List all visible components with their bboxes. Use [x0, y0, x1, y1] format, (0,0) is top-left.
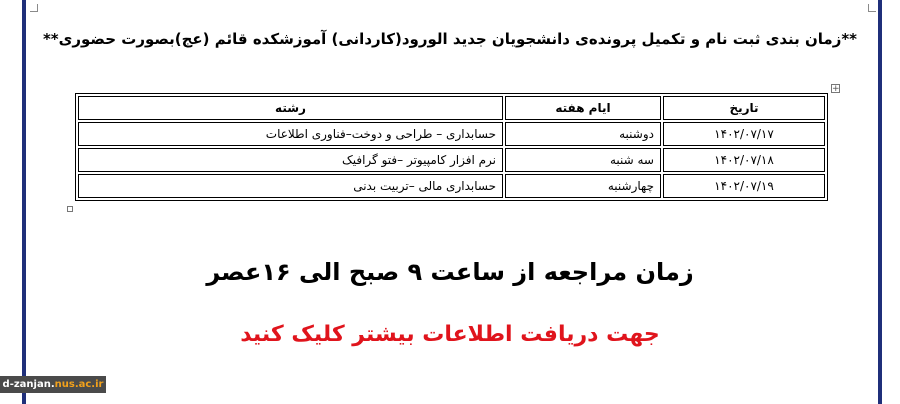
- table-move-handle-icon[interactable]: +: [832, 84, 840, 94]
- schedule-table: [75, 93, 828, 201]
- more-info-link[interactable]: جهت دریافت اطلاعات بیشتر کلیک کنید: [240, 322, 660, 347]
- cell-field: حسابداری مالی –تربیت بدنی: [78, 174, 503, 198]
- watermark-prefix: d-zanjan.: [2, 379, 55, 390]
- cell-field: حسابداری – طراحی و دوخت–فناوری اطلاعات: [78, 122, 503, 146]
- column-header-day: ایام هفته: [505, 96, 661, 120]
- table-row: [78, 174, 825, 198]
- cell-day: دوشنبه: [505, 122, 661, 146]
- page-title: **زمان بندی ثبت نام و تکمیل پرونده‌ی دانشجویان جدید الورود(کاردانی) آموزشکده قائم (عج)بصورت حضوری**: [42, 30, 858, 48]
- site-watermark: [0, 376, 106, 393]
- cell-date: ۱۴۰۲/۰۷/۱۹: [663, 174, 825, 198]
- cell-field: نرم افزار کامپیوتر –فتو گرافیک: [78, 148, 503, 172]
- visiting-hours-text: زمان مراجعه از ساعت ۹ صبح الی ۱۶عصر: [206, 258, 694, 286]
- cell-day: سه شنبه: [505, 148, 661, 172]
- page-corner-mark: [868, 4, 876, 12]
- page-corner-mark: [30, 4, 38, 12]
- page-border-right: [878, 0, 882, 404]
- table-row: [78, 148, 825, 172]
- table-header-row: [78, 96, 825, 120]
- column-header-date: تاریخ: [663, 96, 825, 120]
- cell-date: ۱۴۰۲/۰۷/۱۸: [663, 148, 825, 172]
- table-row: [78, 122, 825, 146]
- cell-day: چهارشنبه: [505, 174, 661, 198]
- column-header-field: رشته: [78, 96, 503, 120]
- cell-date: ۱۴۰۲/۰۷/۱۷: [663, 122, 825, 146]
- table-resize-handle[interactable]: [67, 206, 73, 212]
- page-border-left: [22, 0, 26, 404]
- watermark-accent: nus.ac.ir: [54, 379, 104, 390]
